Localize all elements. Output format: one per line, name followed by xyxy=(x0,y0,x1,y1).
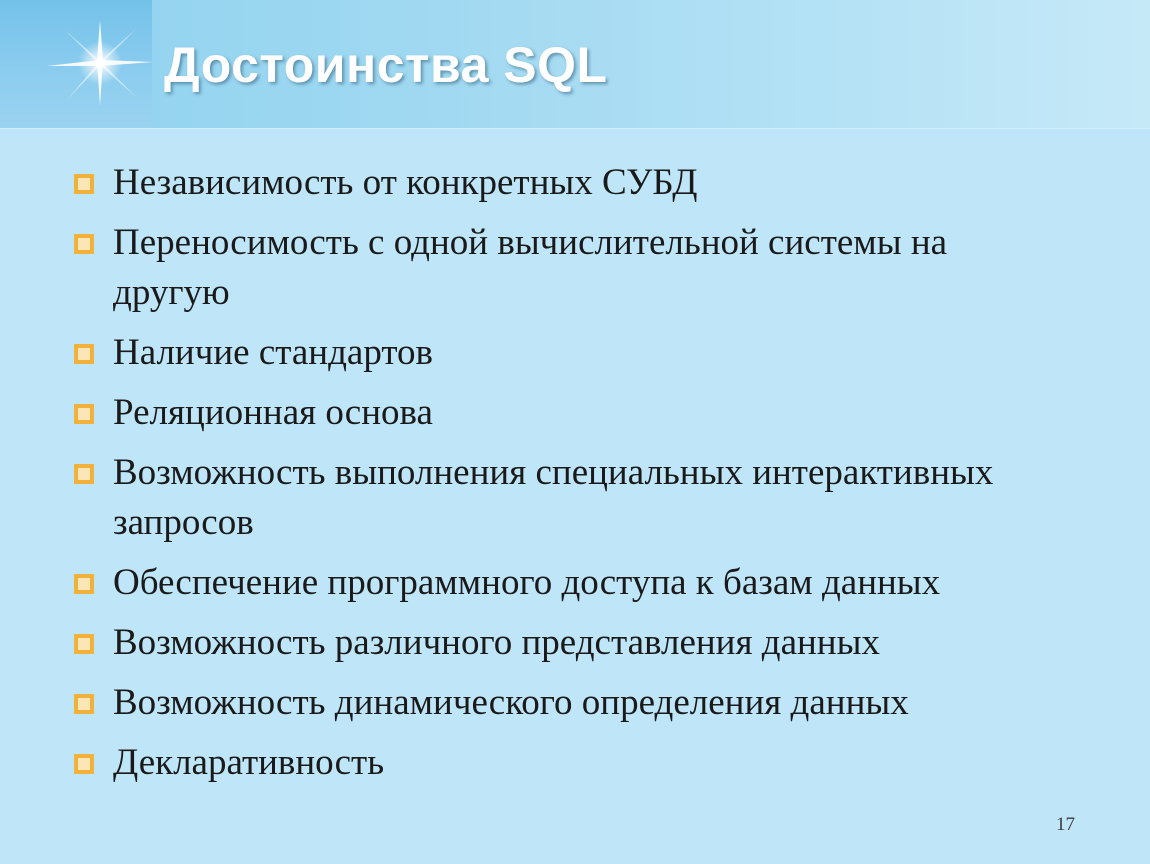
square-bullet-icon xyxy=(74,464,94,484)
square-bullet-icon xyxy=(74,694,94,714)
list-item xyxy=(70,558,1070,608)
list-item-text: Реляционная основа xyxy=(113,392,433,433)
square-bullet-icon xyxy=(74,234,94,254)
list-item xyxy=(70,388,1070,438)
list-item-text: Возможность выполнения специальных интерактивных запросов xyxy=(113,452,994,543)
list-item xyxy=(70,738,1070,788)
square-bullet-icon xyxy=(74,634,94,654)
square-bullet-icon xyxy=(74,754,94,774)
list-item xyxy=(70,618,1070,668)
square-bullet-icon xyxy=(74,174,94,194)
bullet-list xyxy=(70,158,1070,798)
square-bullet-icon xyxy=(74,344,94,364)
list-item-text: Независимость от конкретных СУБД xyxy=(113,162,698,203)
list-item-text: Декларативность xyxy=(113,742,385,783)
list-item xyxy=(70,448,1070,548)
list-item xyxy=(70,328,1070,378)
list-item-text: Переносимость с одной вычислительной системы на другую xyxy=(113,222,948,313)
sparkle-star-icon xyxy=(45,18,155,108)
square-bullet-icon xyxy=(74,404,94,424)
list-item-text: Возможность динамического определения данных xyxy=(113,682,909,723)
slide-title: Достоинства SQL xyxy=(164,37,608,93)
square-bullet-icon xyxy=(74,574,94,594)
list-item-text: Наличие стандартов xyxy=(113,332,433,373)
page-number: 17 xyxy=(1056,814,1075,835)
list-item-text: Обеспечение программного доступа к базам данных xyxy=(113,562,941,603)
header-band xyxy=(0,0,1150,129)
list-item xyxy=(70,678,1070,728)
list-item xyxy=(70,158,1070,208)
list-item-text: Возможность различного представления данных xyxy=(113,622,880,663)
list-item xyxy=(70,218,1070,318)
